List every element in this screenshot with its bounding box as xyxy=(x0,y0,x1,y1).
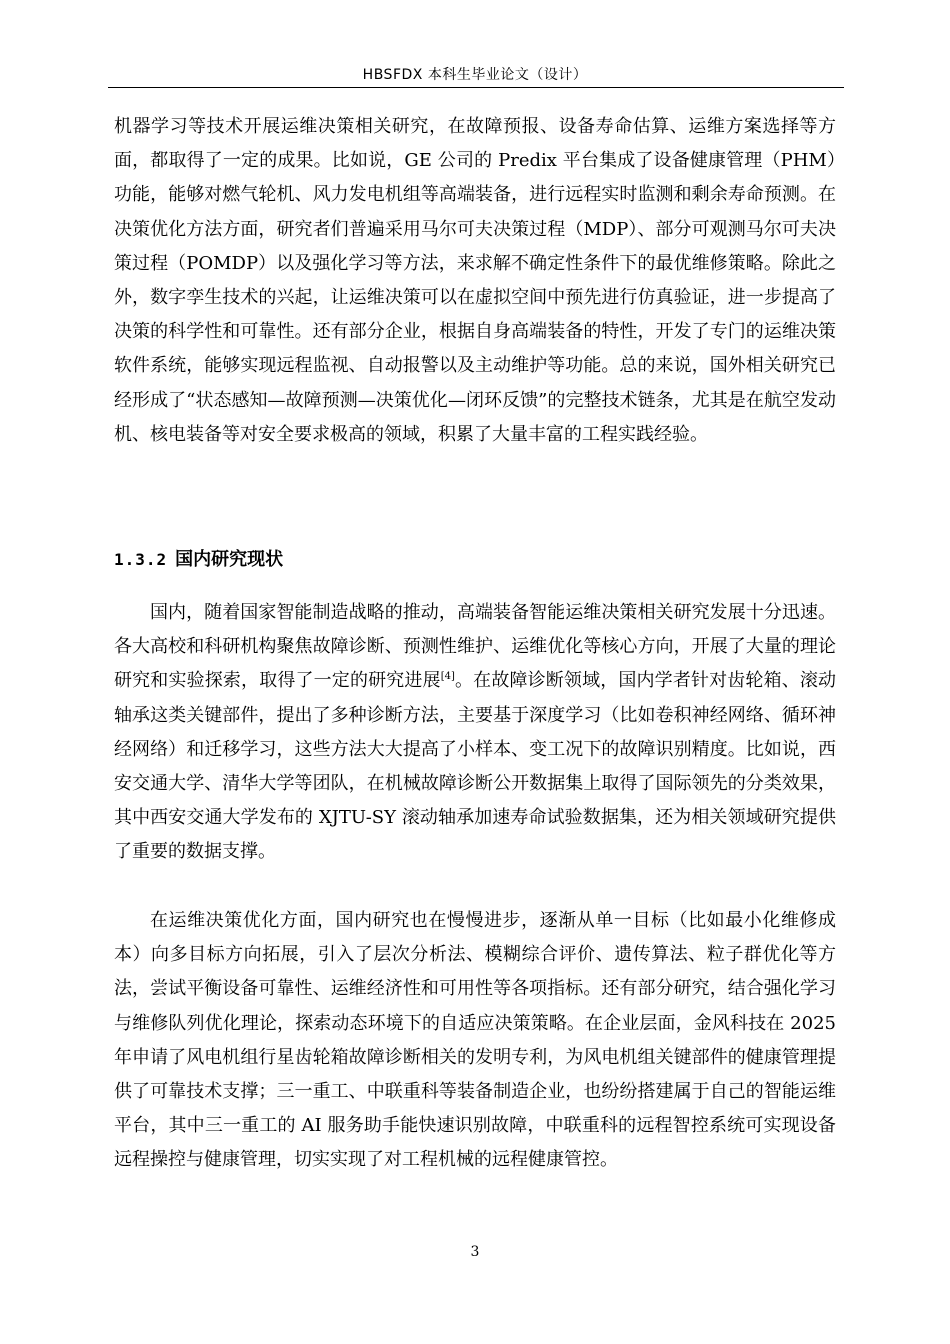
paragraph-decision-optimization xyxy=(114,904,836,1178)
paragraph-text: 机器学习等技术开展运维决策相关研究，在故障预报、设备寿命估算、运维方案选择等方面，都取得了一定的成果。比如说，GE 公司的 Predix 平台集成了设备健康管理（PHM）功能，能够对燃气轮机、风力发电机组等高端装备，进行远程实时监测和剩余寿命预测。在决策优化方法方面，研究者们普遍采用马尔可夫决策过程（MDP）、部分可观测马尔可夫决策过程（POMDP）以及强化学习等方法，来求解不确定性条件下的最优维修策略。除此之外，数字孪生技术的兴起，让运维决策可以在虚拟空间中预先进行仿真验证，进一步提高了决策的科学性和可靠性。还有部分企业，根据自身高端装备的特性，开发了专门的运维决策软件系统，能够实现远程监视、自动报警以及主动维护等功能。总的来说，国外相关研究已经形成了“状态感知—故障预测—决策优化—闭环反馈”的完整技术链条，尤其是在航空发动机、核电装备等对安全要求极高的领域，积累了大量丰富的工程实践经验。 xyxy=(114,116,836,445)
page-header: HBSFDX 本科生毕业论文（设计） xyxy=(362,67,588,83)
paragraph-text: 国内，随着国家智能制造战略的推动，高端装备智能运维决策相关研究发展十分迅速。各大高校和科研机构聚焦故障诊断、预测性维护、运维优化等核心方向，开展了大量的理论研究和实验探索，取得了一定的研究进展 xyxy=(114,602,836,692)
header-rule xyxy=(108,87,844,88)
citation-ref: [4] xyxy=(440,671,455,683)
section-number: 1.3.2 xyxy=(114,550,168,569)
paragraph-text: 在运维决策优化方面，国内研究也在慢慢进步，逐渐从单一目标（比如最小化维修成本）向多目标方向拓展，引入了层次分析法、模糊综合评价、遗传算法、粒子群优化等方法，尝试平衡设备可靠性、运维经济性和可用性等各项指标。还有部分研究，结合强化学习与维修队列优化理论，探索动态环境下的自适应决策策略。在企业层面，金风科技在 2025 年申请了风电机组行星齿轮箱故障诊断相关的发明专利，为风电机组关键部件的健康管理提供了可靠技术支撑；三一重工、中联重科等装备制造企业，也纷纷搭建属于自己的智能运维平台，其中三一重工的 AI 服务助手能快速识别故障，中联重科的远程智控系统可实现设备远程操控与健康管理，切实实现了对工程机械的远程健康管控。 xyxy=(114,910,836,1171)
paragraph-domestic-overview xyxy=(114,596,836,870)
page-number: 3 xyxy=(470,1244,480,1260)
section-heading xyxy=(114,544,283,576)
paragraph-foreign-research xyxy=(114,110,836,452)
section-title: 国内研究现状 xyxy=(175,549,284,570)
paragraph-text: 。在故障诊断领域，国内学者针对齿轮箱、滚动轴承这类关键部件，提出了多种诊断方法，主要基于深度学习（比如卷积神经网络、循环神经网络）和迁移学习，这些方法大大提高了小样本、变工况下的故障识别精度。比如说，西安交通大学、清华大学等团队，在机械故障诊断公开数据集上取得了国际领先的分类效果，其中西安交通大学发布的 XJTU-SY 滚动轴承加速寿命试验数据集，还为相关领域研究提供了重要的数据支撑。 xyxy=(114,670,837,863)
